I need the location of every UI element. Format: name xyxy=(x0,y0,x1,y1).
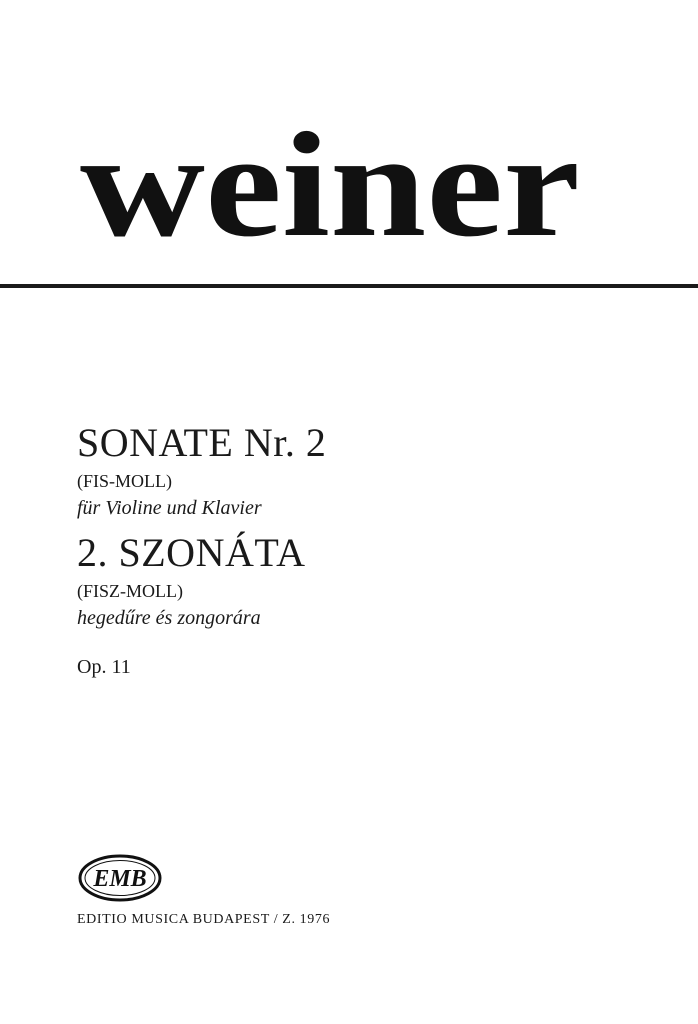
horizontal-divider xyxy=(0,284,698,288)
emb-logo xyxy=(77,852,163,904)
emb-logo-text: EMB xyxy=(93,866,147,892)
title-hungarian: 2. SZONÁTA xyxy=(77,530,306,575)
opus-number: Op. 11 xyxy=(77,656,131,678)
publisher-block xyxy=(77,852,637,928)
key-hungarian: (FISZ-MOLL) xyxy=(77,581,183,601)
composer-name xyxy=(80,95,580,255)
title-german: SONATE Nr. 2 xyxy=(77,420,327,465)
title-block xyxy=(77,420,677,680)
instrumentation-german: für Violine und Klavier xyxy=(77,497,262,519)
instrumentation-hungarian: hegedűre és zongorára xyxy=(77,607,261,629)
key-german: (FIS-MOLL) xyxy=(77,471,172,491)
publisher-line: EDITIO MUSICA BUDAPEST / Z. 1976 xyxy=(77,912,331,927)
composer-wordmark xyxy=(80,95,580,255)
composer-text: weiner xyxy=(80,102,580,255)
